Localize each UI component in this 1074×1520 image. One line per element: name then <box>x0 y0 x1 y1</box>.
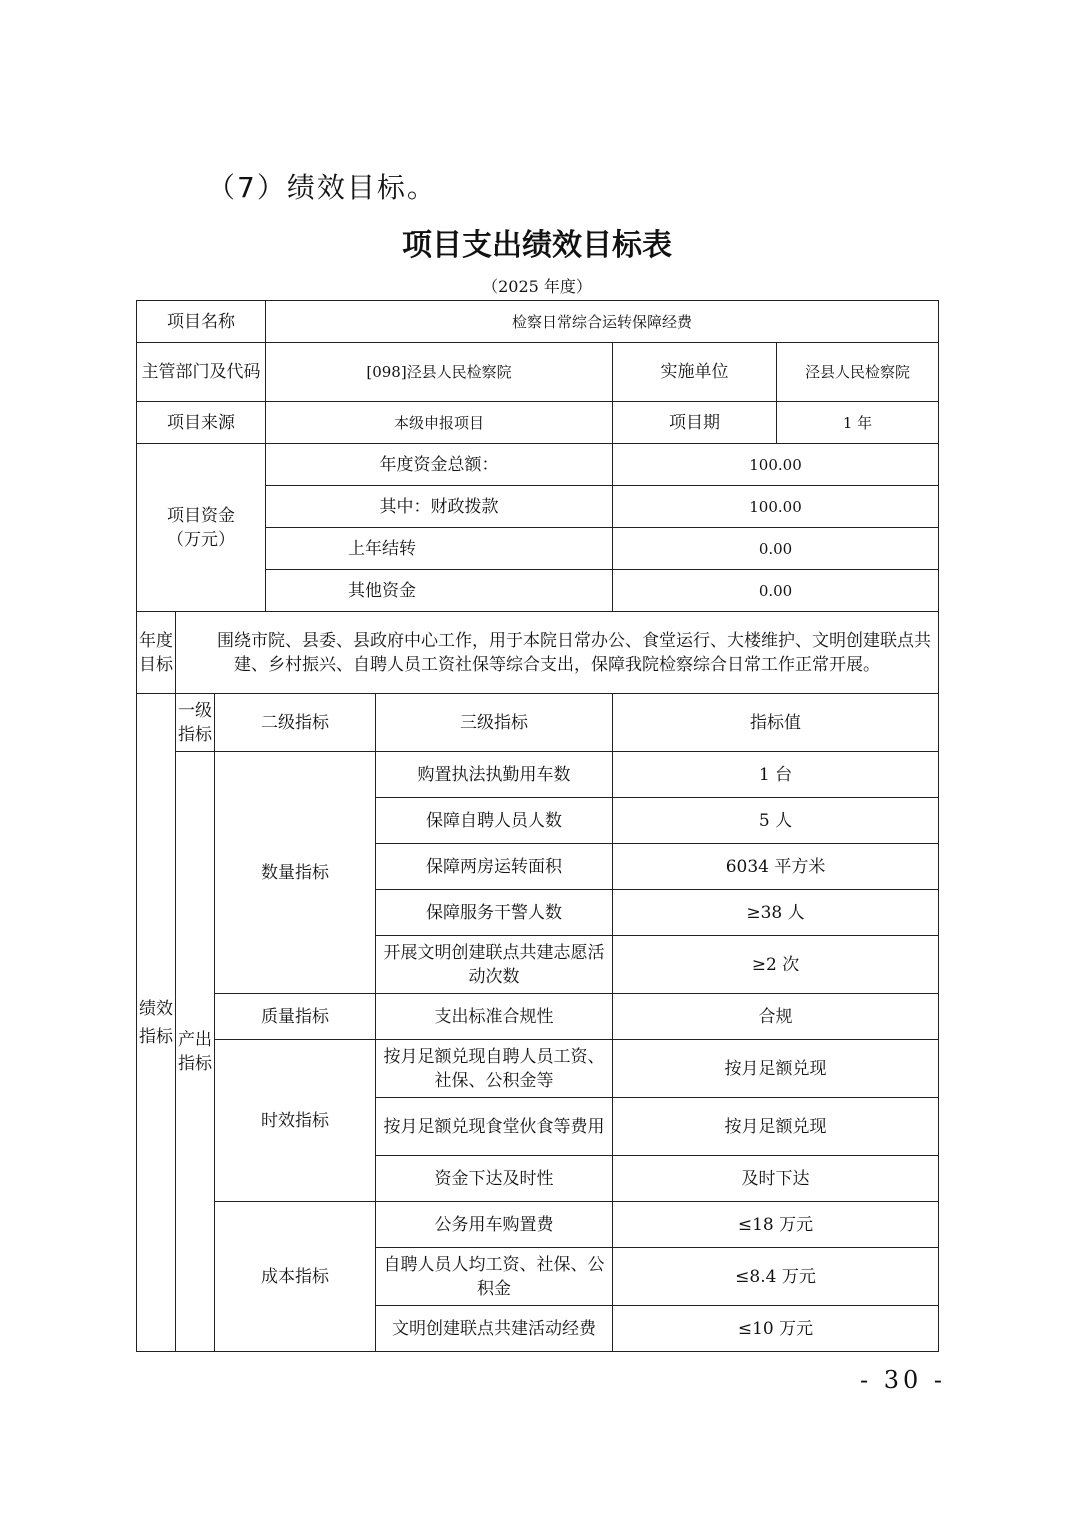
table-row <box>137 994 939 1040</box>
source-label: 项目来源 <box>137 402 266 444</box>
item-value: ≥2 次 <box>613 936 939 994</box>
item-name: 保障两房运转面积 <box>376 844 613 890</box>
item-value: 1 台 <box>613 752 939 798</box>
period-value: 1 年 <box>777 402 939 444</box>
item-value: 按月足额兑现 <box>613 1040 939 1098</box>
funds-label-line1: 项目资金 <box>167 505 235 526</box>
item-value: ≤18 万元 <box>613 1202 939 1248</box>
table-row <box>137 694 939 752</box>
table-row <box>137 612 939 694</box>
header-level2: 二级指标 <box>215 694 376 752</box>
item-value: 及时下达 <box>613 1156 939 1202</box>
level1-output: 产出指标 <box>176 752 215 1352</box>
period-label: 项目期 <box>613 402 777 444</box>
table-row <box>137 301 939 343</box>
item-name: 保障服务干警人数 <box>376 890 613 936</box>
dept-value: [098]泾县人民检察院 <box>266 343 613 402</box>
item-value: ≤8.4 万元 <box>613 1248 939 1306</box>
group-quality: 质量指标 <box>215 994 376 1040</box>
item-value: 合规 <box>613 994 939 1040</box>
funds-label <box>137 444 266 612</box>
table-row <box>137 752 939 798</box>
item-value: ≤10 万元 <box>613 1306 939 1352</box>
fund-total-label: 年度资金总额： <box>266 444 613 486</box>
item-name: 开展文明创建联点共建志愿活动次数 <box>376 936 613 994</box>
table-row <box>137 343 939 402</box>
table-row <box>137 1202 939 1248</box>
item-value: 6034 平方米 <box>613 844 939 890</box>
fund-carryover-value: 0.00 <box>613 528 939 570</box>
page-number: - 30 - <box>860 1366 947 1394</box>
performance-target-table <box>136 300 939 1352</box>
item-name: 文明创建联点共建活动经费 <box>376 1306 613 1352</box>
section-heading: （7）绩效目标。 <box>207 171 437 204</box>
item-value: ≥38 人 <box>613 890 939 936</box>
group-timeliness: 时效指标 <box>215 1040 376 1202</box>
item-name: 按月足额兑现自聘人员工资、社保、公积金等 <box>376 1040 613 1098</box>
item-name: 支出标准合规性 <box>376 994 613 1040</box>
table-title: 项目支出绩效目标表 <box>402 228 672 263</box>
fund-other-label: 其他资金 <box>266 570 613 612</box>
table-row <box>137 444 939 486</box>
item-name: 按月足额兑现食堂伙食等费用 <box>376 1098 613 1156</box>
item-name: 购置执法执勤用车数 <box>376 752 613 798</box>
indicator-outer-label: 绩效指标 <box>137 694 176 1352</box>
annual-goal-label: 年度目标 <box>137 612 176 694</box>
group-cost: 成本指标 <box>215 1202 376 1352</box>
dept-label: 主管部门及代码 <box>137 343 266 402</box>
table-year: （2025 年度） <box>482 277 592 296</box>
fund-other-value: 0.00 <box>613 570 939 612</box>
fund-fiscal-label: 其中：财政拨款 <box>266 486 613 528</box>
fund-fiscal-value: 100.00 <box>613 486 939 528</box>
header-level1: 一级指标 <box>176 694 215 752</box>
funds-label-line2: （万元） <box>167 529 235 550</box>
fund-total-value: 100.00 <box>613 444 939 486</box>
impl-label: 实施单位 <box>613 343 777 402</box>
source-value: 本级申报项目 <box>266 402 613 444</box>
annual-goal-text: 围绕市院、县委、县政府中心工作，用于本院日常办公、食堂运行、大楼维护、文明创建联点共建、乡村振兴、自聘人员工资社保等综合支出，保障我院检察综合日常工作正常开展。 <box>176 612 939 694</box>
table-row <box>137 1040 939 1098</box>
item-name: 资金下达及时性 <box>376 1156 613 1202</box>
item-value: 按月足额兑现 <box>613 1098 939 1156</box>
item-value: 5 人 <box>613 798 939 844</box>
item-name: 保障自聘人员人数 <box>376 798 613 844</box>
item-name: 自聘人员人均工资、社保、公积金 <box>376 1248 613 1306</box>
impl-value: 泾县人民检察院 <box>777 343 939 402</box>
table-row <box>137 402 939 444</box>
group-quantity: 数量指标 <box>215 752 376 994</box>
project-name-value: 检察日常综合运转保障经费 <box>266 301 939 343</box>
item-name: 公务用车购置费 <box>376 1202 613 1248</box>
fund-carryover-label: 上年结转 <box>266 528 613 570</box>
header-value: 指标值 <box>613 694 939 752</box>
header-level3: 三级指标 <box>376 694 613 752</box>
project-name-label: 项目名称 <box>137 301 266 343</box>
